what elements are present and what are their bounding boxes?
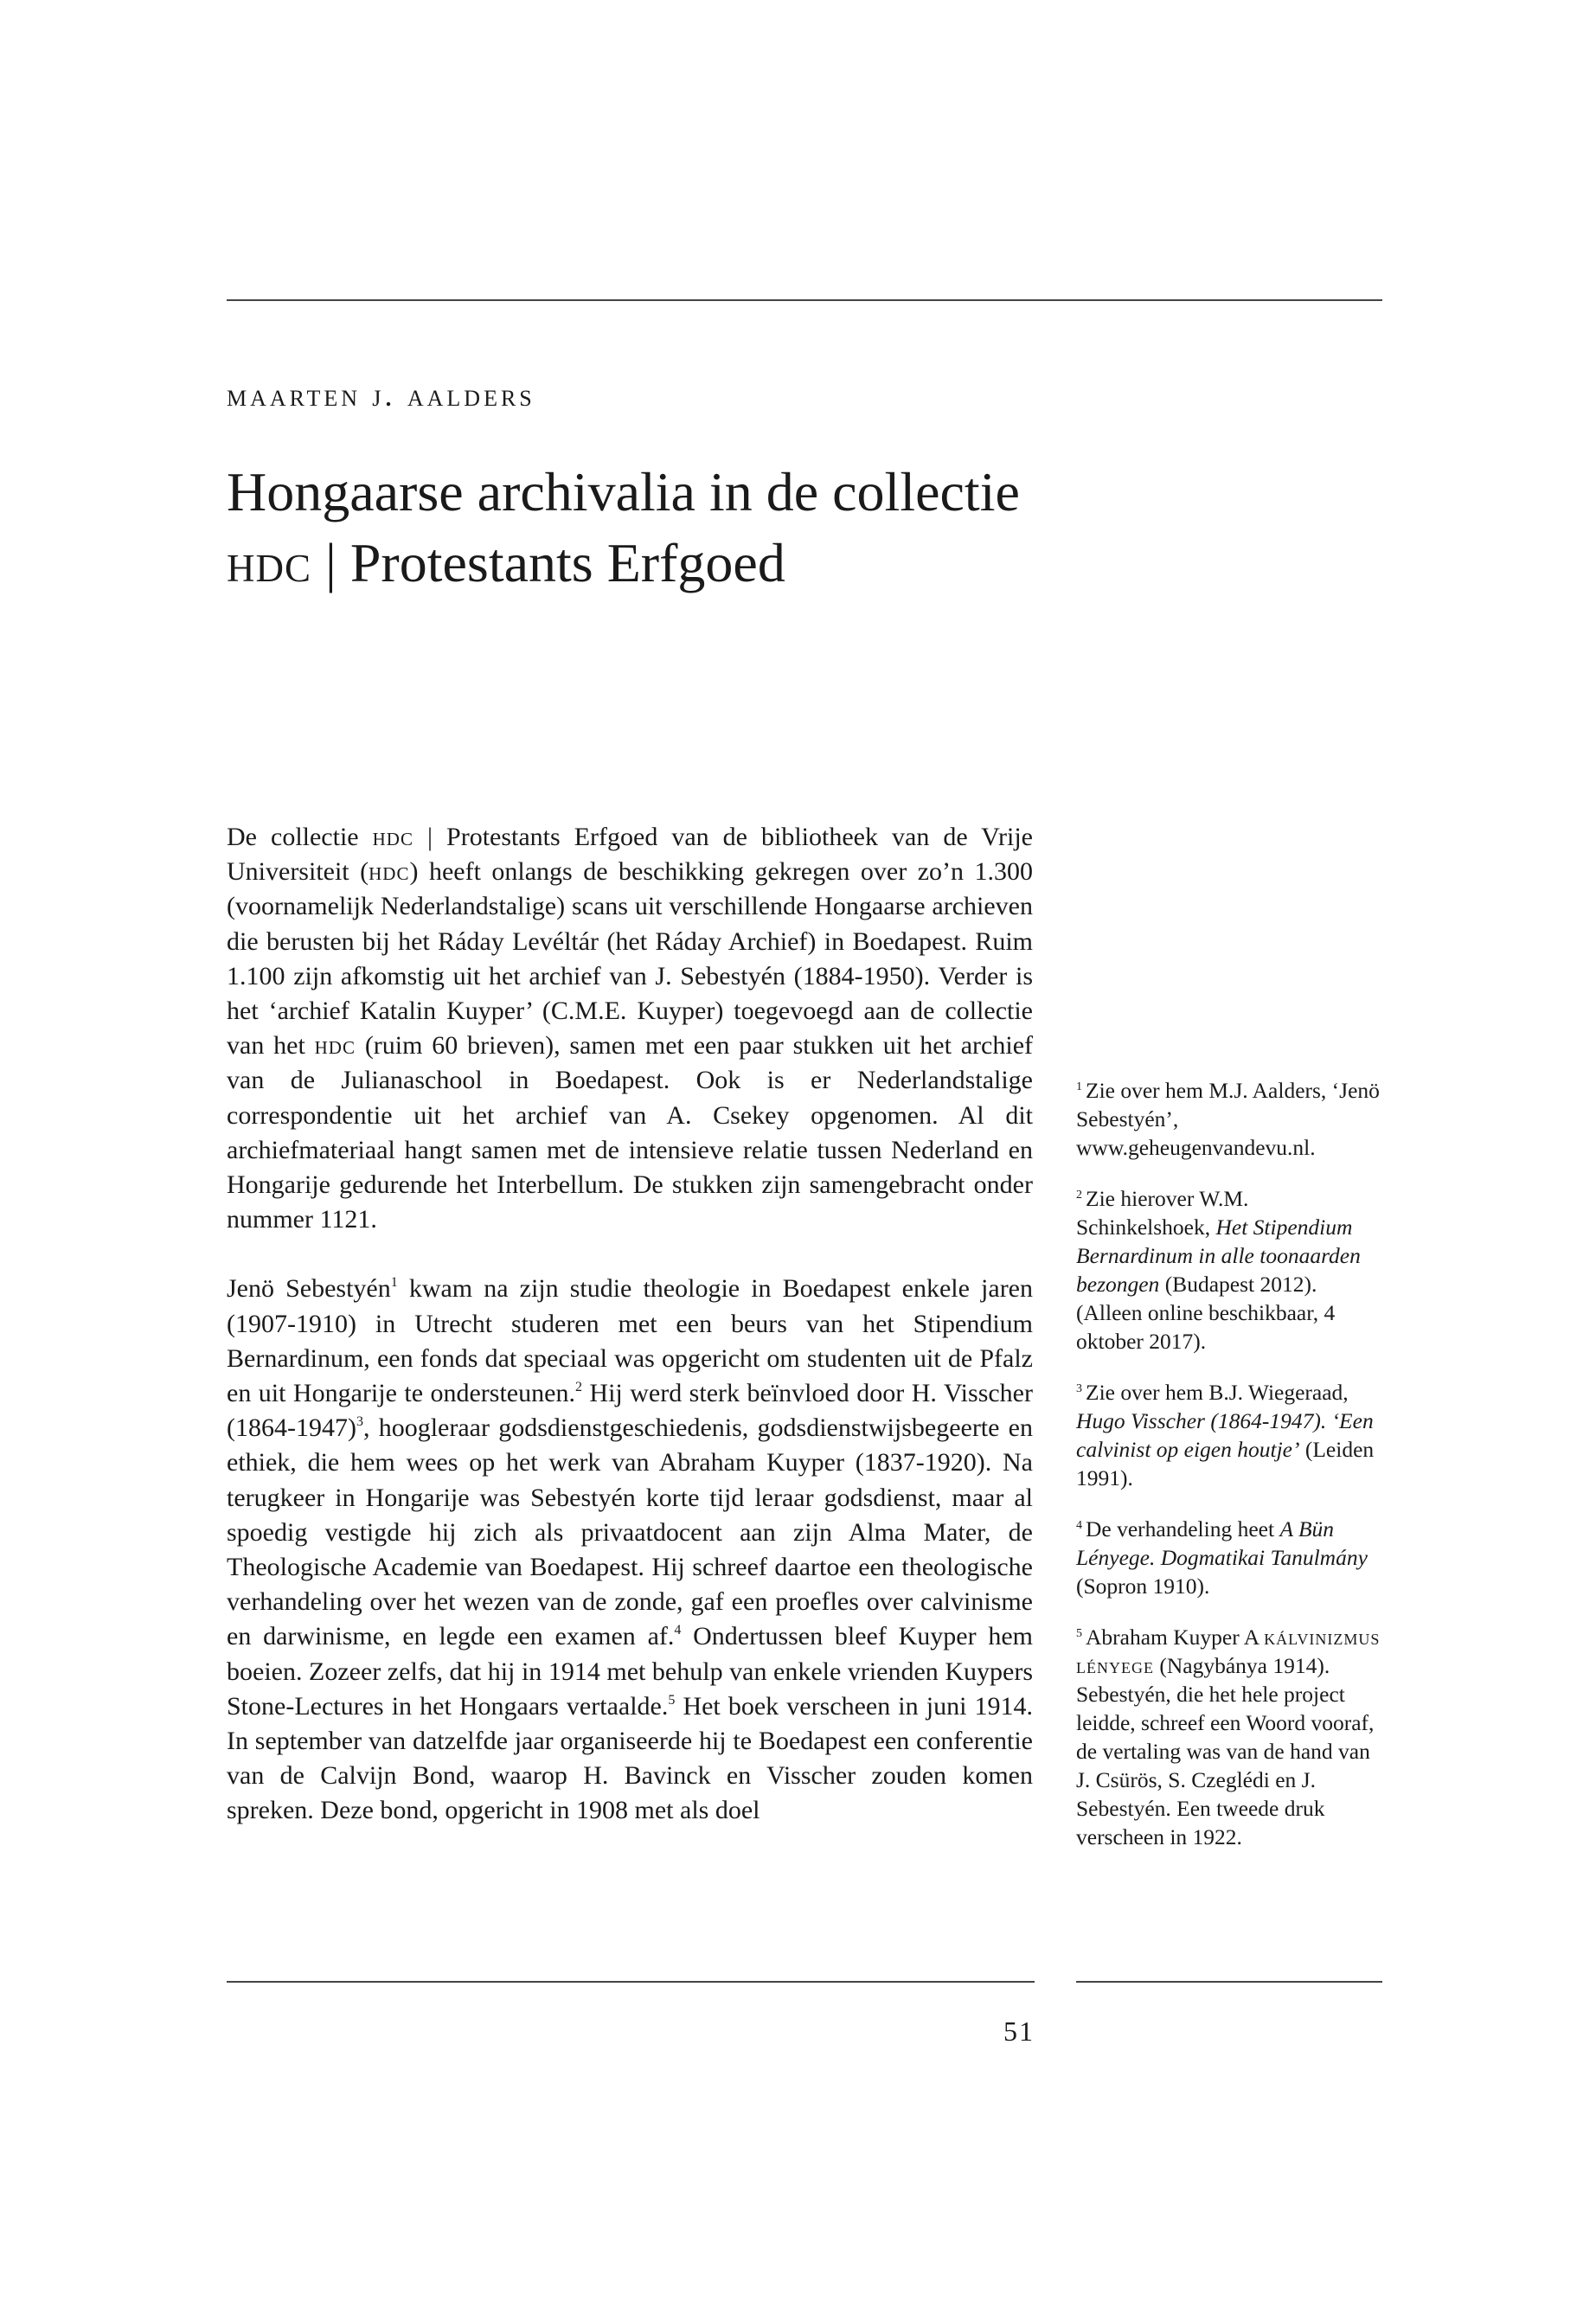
hdc-abbrev: hdc	[369, 857, 410, 887]
footnote-text: De verhandeling heet	[1086, 1516, 1280, 1541]
author-name: maarten j. aalders	[227, 378, 535, 413]
main-bottom-rule	[227, 1981, 1035, 1983]
paragraph-1	[227, 820, 1033, 1237]
footnote-text: Zie hierover W.M. Schinkelshoek,	[1076, 1186, 1249, 1240]
footnote-ref-2[interactable]: 2	[574, 1380, 582, 1395]
footnote-ref-1[interactable]: 1	[390, 1275, 398, 1291]
footnote-text: (Nagybánya 1914). Sebestyén, die het hele project leidde, schreef een Woord vooraf, de vertaling was van de hand van J. Csürös, S. Czeglédi en J. Sebestyén. Een tweede druk verscheen in 1922.	[1076, 1653, 1375, 1849]
text-run: De collectie	[227, 823, 373, 851]
title-line-2: | Protestants Erfgoed	[311, 532, 785, 593]
footnotes	[1076, 1076, 1384, 1874]
footnote-number: 4	[1076, 1519, 1082, 1532]
footnote-text: Abraham Kuyper A	[1086, 1625, 1265, 1650]
text-run: ) heeft onlangs de beschikking gekregen over zo’n 1.300 (voornamelijk Nederlandstalige) scans uit verschillende Hongaarse archieven die berusten bij het Ráday Levéltár (het Ráday Archief) in Boedapest. Ruim 1.100 zijn afkomstig uit het archief van J. Sebestyén (1884-1950). Verder is het ‘archief Katalin Kuyper’ (C.M.E. Kuyper) toegevoegd aan de collectie van het	[227, 857, 1033, 1061]
text-run: , hoogleraar godsdienstgeschiedenis, godsdienstwijsbegeerte en ethiek, die hem wees op het werk van Abraham Kuyper (1837-1920). Na terugkeer in Hongarije was Sebestyén korte tijd leraar godsdienst, maar al spoedig vestigde hij zich als privaatdocent aan zijn Alma Mater, de Theologische Academie van Boedapest. Hij schreef daartoe een theologische verhandeling over het wezen van de zonde, gaf een proefles over calvinisme en darwinisme, en legde een examen af.	[227, 1413, 1033, 1651]
footnote-smallcaps: kálvinizmus lényege	[1076, 1625, 1381, 1678]
paragraph-2	[227, 1272, 1033, 1828]
footnote-ref-3[interactable]: 3	[356, 1414, 363, 1430]
footnote-number: 5	[1076, 1627, 1082, 1640]
footnote-1	[1076, 1076, 1384, 1162]
text-run: kwam na zijn studie theologie in Boedapest enkele jaren (1907-1910) in Utrecht studeren met een beurs van het Stipendium Bernardinum, een fonds dat speciaal was opgericht om studenten uit de Pfalz en uit Hongarije te ondersteunen.	[227, 1274, 1034, 1408]
notes-bottom-rule	[1076, 1981, 1382, 1983]
footnote-text: (Sopron 1910).	[1076, 1574, 1210, 1599]
text-run: Hij werd sterk beïnvloed door H. Visscher (1864-1947)	[227, 1379, 1033, 1443]
text-run: (ruim 60 brieven), samen met een paar stukken uit het archief van de Julianaschool in Boedapest. Ook is er Nederlandstalige correspondentie uit het archief van A. Csekey opgenomen. Al dit archiefmateriaal hangt samen met de intensieve relatie tussen Nederland en Hongarije gedurende het Interbellum. De stukken zijn samengebracht onder nummer 1121.	[227, 1031, 1034, 1234]
footnote-number: 2	[1076, 1189, 1082, 1202]
footnote-italic: Hugo Visscher (1864-1947). ‘Een calvinist op eigen houtje’	[1076, 1408, 1374, 1462]
footnote-2	[1076, 1184, 1384, 1356]
footnote-4	[1076, 1515, 1384, 1600]
main-text	[227, 820, 1033, 1829]
text-run: Het boek verscheen in juni 1914. In september van datzelfde jaar organiseerde hij te Boedapest een conferentie van de Calvijn Bond, waarop H. Bavinck en Visscher zouden komen spreken. Deze bond, opgericht in 1908 met als doel	[227, 1691, 1034, 1825]
hdc-abbrev: hdc	[314, 1031, 356, 1061]
text-run: Ondertussen bleef Kuyper hem boeien. Zozeer zelfs, dat hij in 1914 met behulp van enkele vrienden Kuypers Stone-Lectures in het Hongaars vertaalde.	[227, 1622, 1033, 1721]
footnote-text: Zie over hem M.J. Aalders, ‘Jenö Sebestyén’, www.geheugenvandevu.nl.	[1076, 1078, 1380, 1160]
hdc-abbrev: hdc	[372, 823, 413, 851]
article-title	[227, 457, 1178, 599]
title-hdc: hdc	[227, 532, 312, 593]
footnote-3	[1076, 1378, 1384, 1492]
footnote-number: 1	[1076, 1080, 1082, 1093]
footnote-ref-4[interactable]: 4	[674, 1623, 682, 1638]
footnote-number: 3	[1076, 1382, 1082, 1395]
title-line-1: Hongaarse archivalia in de collectie	[227, 461, 1020, 522]
footnote-text: (Budapest 2012). (Alleen online beschikbaar, 4 oktober 2017).	[1076, 1272, 1336, 1354]
footnote-italic: A Bün Lényege. Dogmatikai Tanulmány	[1076, 1516, 1368, 1570]
footnote-text: Zie over hem B.J. Wiegeraad,	[1086, 1380, 1349, 1405]
footnote-5	[1076, 1623, 1384, 1851]
text-run: | Protestants Erfgoed van de bibliotheek van de Vrije Universiteit (	[227, 823, 1033, 887]
text-run: Jenö Sebestyén	[227, 1274, 391, 1304]
footnote-italic: Het Stipendium Bernardinum in alle toonaarden bezongen	[1076, 1215, 1361, 1297]
page-number: 51	[1003, 2016, 1035, 2047]
top-rule	[227, 299, 1382, 301]
footnote-ref-5[interactable]: 5	[668, 1692, 676, 1708]
footnote-text: (Leiden 1991).	[1076, 1437, 1375, 1490]
